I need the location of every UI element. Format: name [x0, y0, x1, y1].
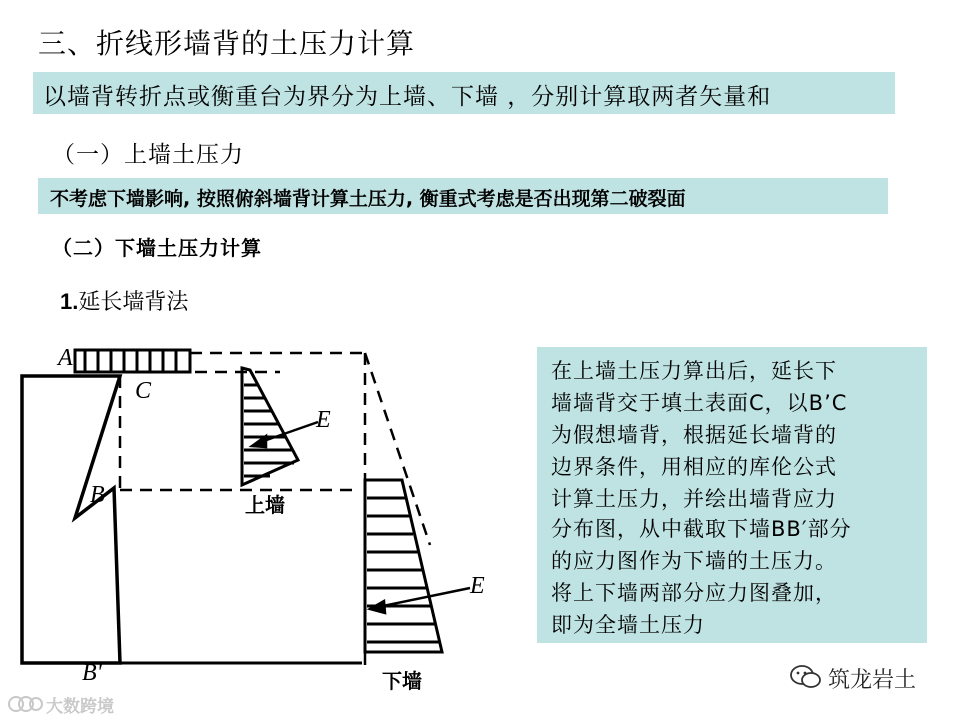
page-title: 三、折线形墙背的土压力计算 — [38, 27, 416, 60]
brand-text: 筑龙岩土 — [828, 668, 917, 693]
method-name: 延长墙背法 — [78, 290, 189, 315]
method-heading — [60, 285, 188, 316]
wall-outline — [22, 376, 120, 663]
label-b-prime: B' — [82, 660, 102, 686]
surface-load-block — [75, 350, 190, 372]
watermark — [6, 692, 146, 717]
section-lower-wall-heading: （二）下墙土压力计算 — [52, 236, 262, 260]
wall-diagram — [0, 330, 520, 700]
label-upper-wall: 上墙 — [245, 493, 285, 517]
watermark-text: 大数跨境 — [46, 697, 114, 717]
explanation-line: 即为全墙土压力 — [551, 613, 705, 637]
explanation-line: 墙墙背交于填土表面C，以B’C — [551, 391, 848, 415]
label-e-upper: E — [316, 407, 331, 433]
explanation-line: 分布图，从中截取下墙BB′部分 — [551, 517, 852, 541]
brand-badge — [788, 662, 933, 692]
label-c: C — [135, 378, 152, 404]
upper-force-arrow — [252, 422, 318, 447]
section-upper-wall-heading: （一）上墙土压力 — [52, 142, 244, 168]
explanation-line: 将上下墙两部分应力图叠加， — [551, 581, 837, 605]
method-number: 1. — [60, 289, 79, 314]
explanation-line: 的应力图作为下墙的土压力。 — [551, 549, 837, 573]
upper-wall-note-text: 不考虑下墙影响, 按照俯斜墙背计算土压力, 衡重式考虑是否出现第二破裂面 — [50, 188, 686, 210]
lower-wall-stress-diagram — [365, 480, 442, 652]
label-a: A — [58, 345, 73, 371]
wechat-icon — [788, 662, 824, 692]
upper-wall-stress-diagram — [242, 368, 298, 485]
label-e-lower: E — [470, 573, 485, 599]
intro-box — [33, 72, 895, 114]
intro-text: 以墙背转折点或衡重台为界分为上墙、下墙 ，分别计算取两者矢量和 — [43, 84, 772, 110]
explanation-line: 计算土压力，并绘出墙背应力 — [551, 487, 837, 511]
upper-wall-note-box — [38, 178, 888, 214]
label-lower-wall: 下墙 — [382, 669, 422, 693]
label-b: B — [90, 482, 105, 508]
explanation-box — [537, 347, 927, 643]
cloud-logo-icon — [6, 692, 44, 714]
explanation-line: 在上墙土压力算出后，延长下 — [551, 359, 837, 383]
explanation-line: 边界条件，用相应的库伦公式 — [551, 455, 837, 479]
explanation-line: 为假想墙背，根据延长墙背的 — [551, 423, 837, 447]
lower-force-arrow — [370, 588, 470, 613]
